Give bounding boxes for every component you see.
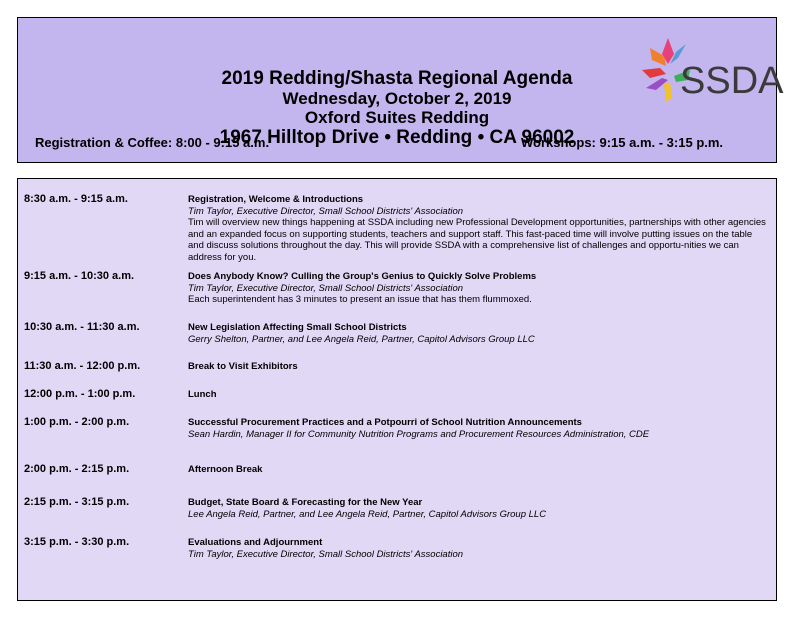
agenda-title: 2019 Redding/Shasta Regional Agenda [221,68,573,89]
session-time: 12:00 p.m. - 1:00 p.m. [24,388,136,400]
session-time: 1:00 p.m. - 2:00 p.m. [24,416,130,428]
session-time: 8:30 a.m. - 9:15 a.m. [24,193,128,205]
session-details [188,194,766,263]
session-details [188,389,766,401]
session-details [188,464,766,476]
session-details [188,537,766,560]
session-title: Does Anybody Know? Culling the Group's Genius to Quickly Solve Problems [188,271,537,282]
session-time: 10:30 a.m. - 11:30 a.m. [24,321,140,333]
session-speaker: Tim Taylor, Executive Director, Small School Districts' Association [188,548,464,560]
workshops-time: Workshops: 9:15 a.m. - 3:15 p.m. [521,135,724,150]
session-title: Lunch [188,389,217,400]
session-title: Successful Procurement Practices and a Potpourri of School Nutrition Announcements [188,417,582,428]
session-description: Each superintendent has 3 minutes to present an issue that has them flummoxed. [188,294,532,305]
logo-text: SSDA [680,60,784,102]
session-description: Tim will overview new things happening at SSDA including new Professional Development opportunities, partnerships with other agencies and an expanded focus on supporting students, teachers and support staff. This fast-paced time will involve putting issues on the table and discuss solutions throughout the day. This will provide SSDA with a comprehensive list of challenges and opportu-nities we can address for you. [188,217,766,263]
session-time: 9:15 a.m. - 10:30 a.m. [24,270,135,282]
session-speaker: Gerry Shelton, Partner, and Lee Angela Reid, Partner, Capitol Advisors Group LLC [188,333,535,345]
session-title: Break to Visit Exhibitors [188,361,298,372]
session-details [188,417,766,440]
session-title: Budget, State Board & Forecasting for the New Year [188,497,423,508]
session-time: 2:15 p.m. - 3:15 p.m. [24,496,130,508]
session-title: Afternoon Break [188,464,263,475]
session-speaker: Tim Taylor, Executive Director, Small School Districts' Association [188,282,464,294]
event-venue: Oxford Suites Redding [304,108,490,127]
session-time: 3:15 p.m. - 3:30 p.m. [24,536,130,548]
session-speaker: Lee Angela Reid, Partner, and Lee Angela Reid, Partner, Capitol Advisors Group LLC [188,508,547,520]
session-title: New Legislation Affecting Small School Districts [188,322,407,333]
event-address: 1967 Hilltop Drive • Redding • CA 96002 [219,127,575,148]
session-title: Evaluations and Adjournment [188,537,323,548]
session-details [188,497,766,520]
session-speaker: Tim Taylor, Executive Director, Small School Districts' Association [188,205,464,217]
event-date: Wednesday, October 2, 2019 [282,89,512,108]
session-title: Registration, Welcome & Introductions [188,194,364,205]
session-details [188,361,766,373]
agenda-table [17,178,777,601]
session-speaker: Sean Hardin, Manager II for Community Nutrition Programs and Procurement Resources Administration, CDE [188,428,650,440]
registration-time: Registration & Coffee: 8:00 - 9:15 a.m. [35,135,270,150]
session-details [188,271,766,306]
session-time: 2:00 p.m. - 2:15 p.m. [24,463,130,475]
session-time: 11:30 a.m. - 12:00 p.m. [24,360,141,372]
session-details [188,322,766,345]
